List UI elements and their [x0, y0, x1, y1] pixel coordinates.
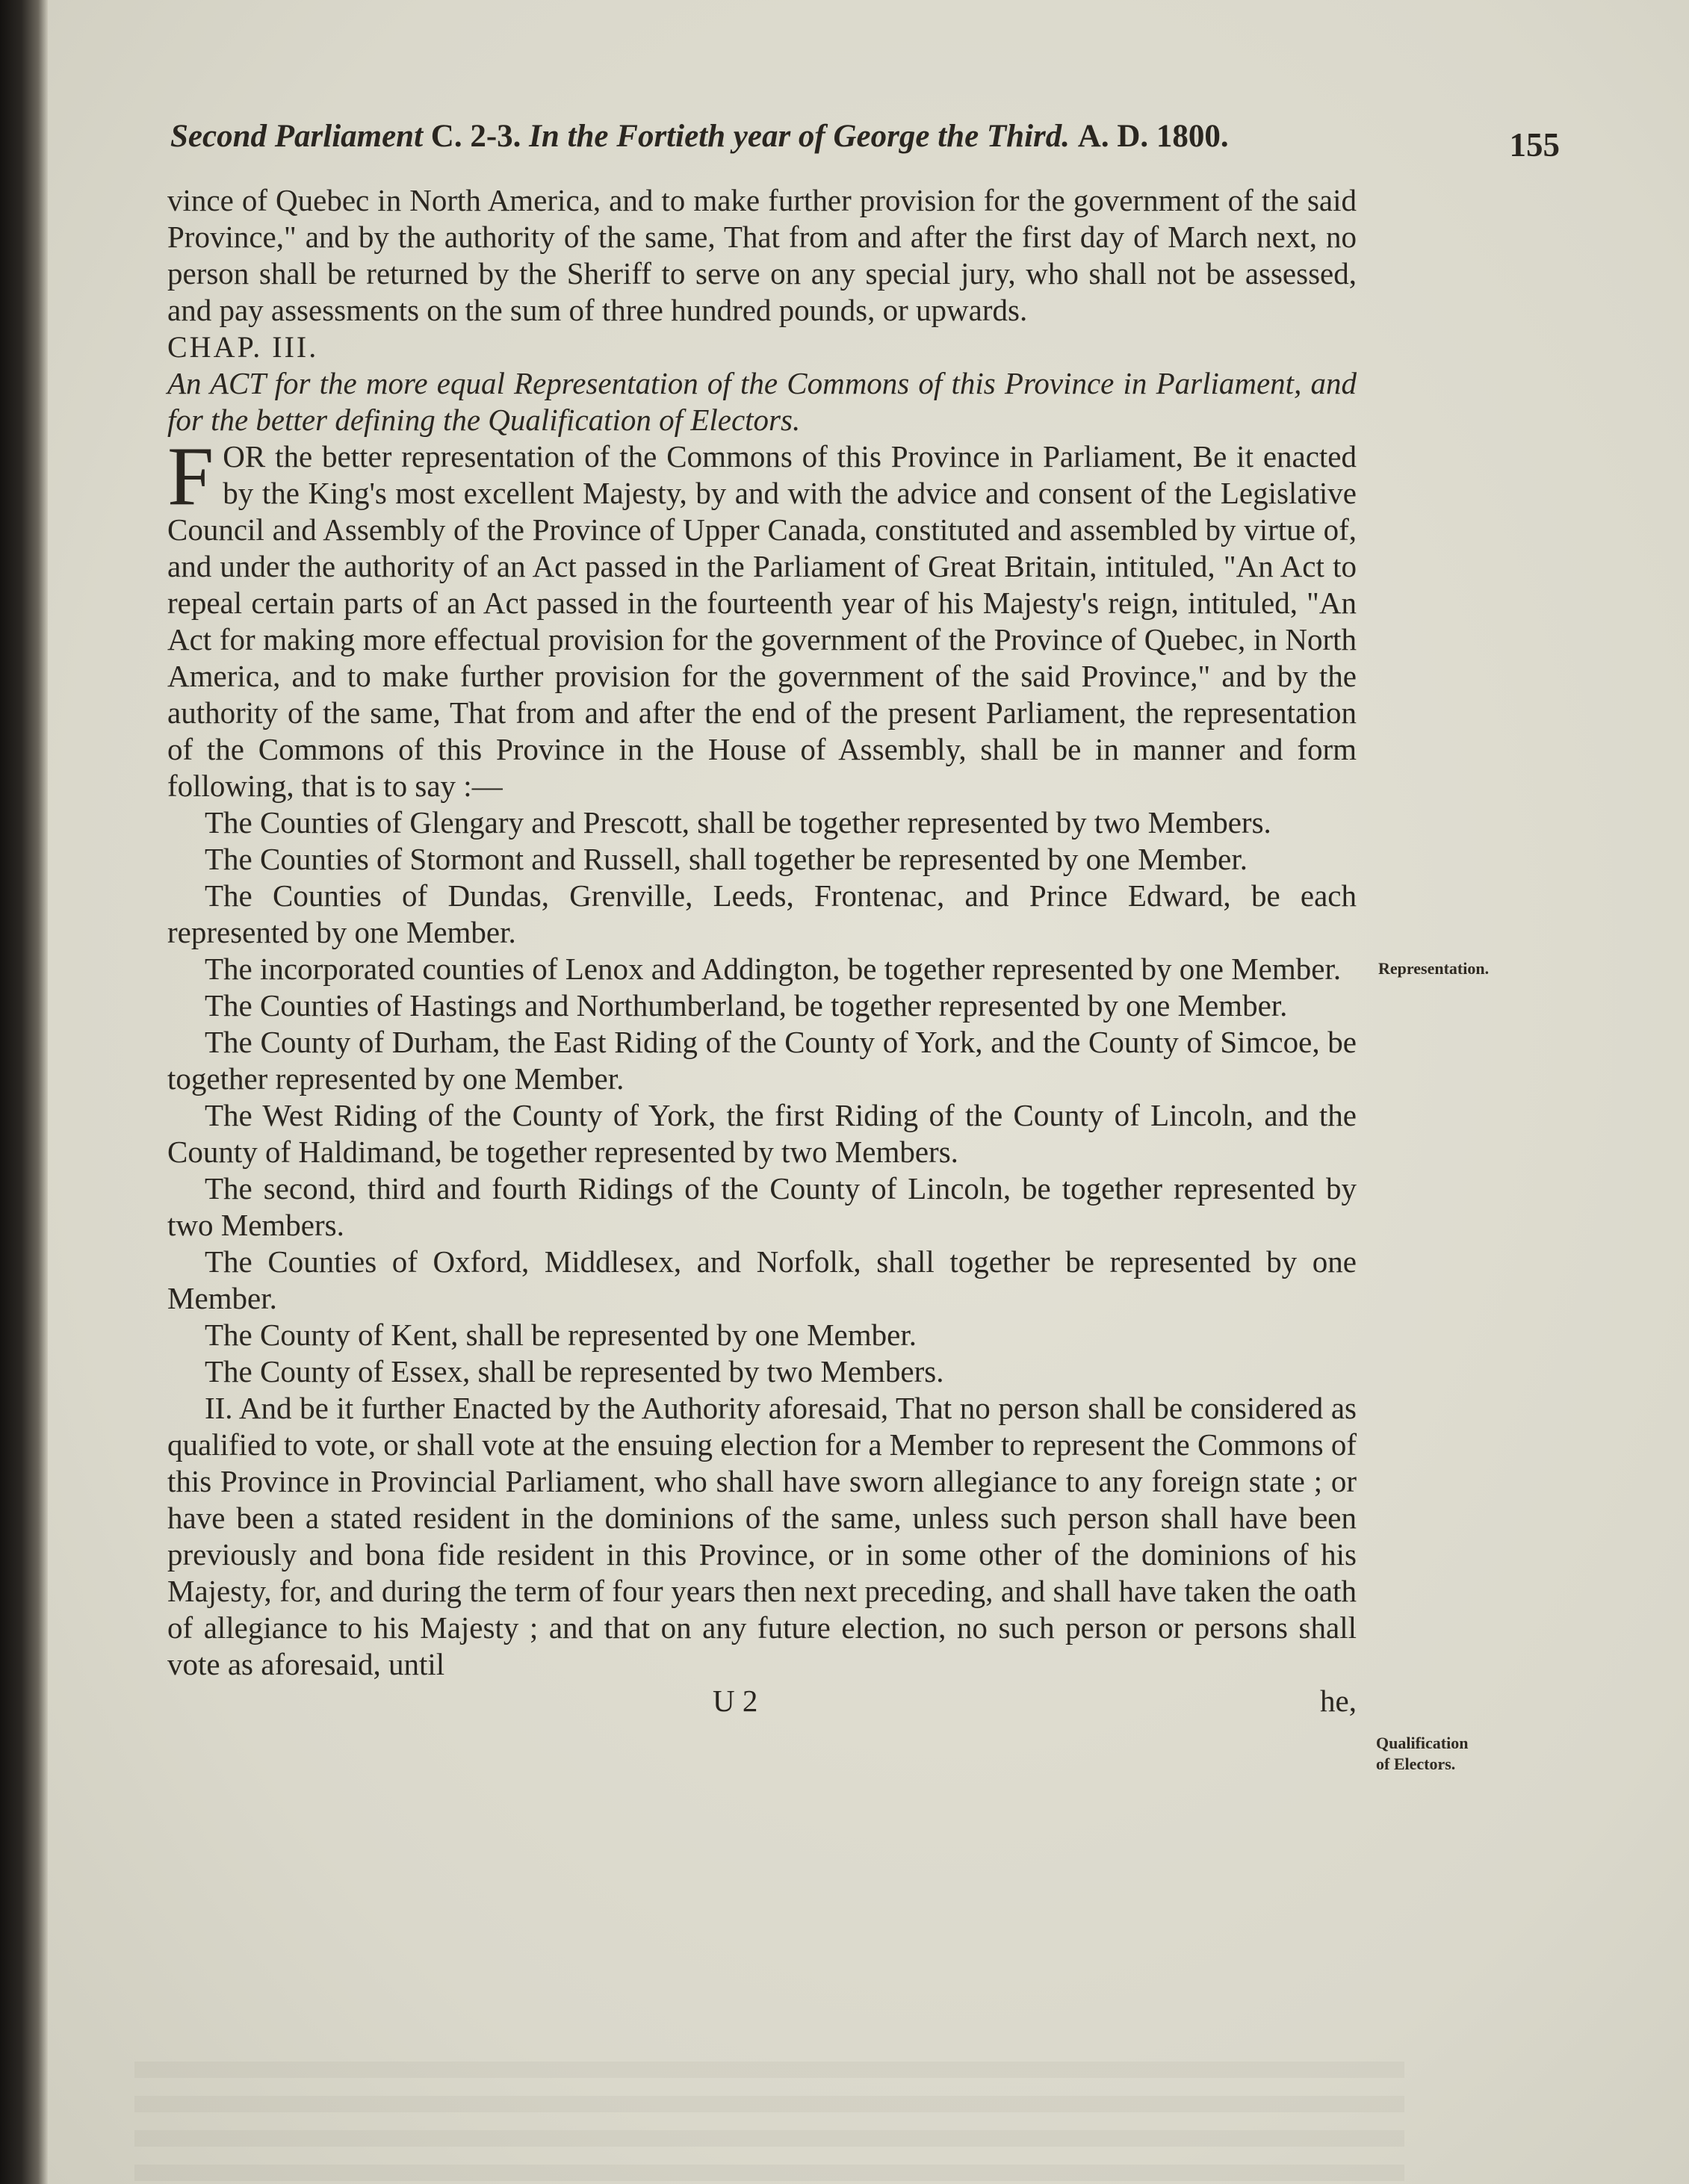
continuation-paragraph: vince of Quebec in North America, and to make further provision for the government of the said Province," and by the authority of the same, That from and after the first day of March next, no person shall be returned by the Sheriff to serve on any special jury, who shall not be assessed, and pay assessments on the sum of three hundred pounds, or upwards.	[167, 183, 1357, 327]
margin-note-qualification-line2: of Electors.	[1376, 1755, 1456, 1773]
county-clause: The second, third and fourth Ridings of the County of Lincoln, be together represented by two Members.	[167, 1171, 1357, 1242]
catchword: he,	[1320, 1684, 1357, 1718]
book-gutter	[0, 0, 48, 2184]
chapter-heading: CHAP. III.	[167, 330, 319, 364]
page-footer	[167, 1683, 1357, 1720]
preamble-paragraph: FOR the better representation of the Commons of this Province in Parliament, Be it enacted by the King's most excellent Majesty, by and with the advice and consent of the Legislative Council and Assembly of the Province of Upper Canada, constituted and assembled by virtue of, and under the authority of an Act passed in the Parliament of Great Britain, intituled, "An Act to repeal certain parts of an Act passed in the fourteenth year of his Majesty's reign, intituled, "An Act for making more effectual provision for the government of the Province of Quebec, in North America, and to make further provision for the government of the said Province," and by the authority of the same, That from and after the end of the present Parliament, the representation of the Commons of this Province in the House of Assembly, shall be in manner and form following, that is to say :—	[167, 430, 1357, 803]
margin-note-representation: Representation.	[1378, 959, 1490, 978]
county-clause: The County of Durham, the East Riding of the County of York, and the County of Simcoe, be together represented by one Member.	[167, 1025, 1357, 1096]
margin-note-qualification-line1: Qualification	[1376, 1734, 1469, 1752]
running-head-parliament: Second Parliament	[170, 119, 424, 154]
county-clause: The incorporated counties of Lenox and Addington, be together represented by one Member.	[205, 952, 1342, 986]
page-number: 155	[1509, 126, 1560, 164]
act-title: An ACT for the more equal Representation of the Commons of this Province in Parliament, and for the better defining the Qualification of Electors.	[167, 366, 1357, 437]
county-clause: The Counties of Dundas, Grenville, Leeds, Frontenac, and Prince Edward, be each represented by one Member.	[167, 878, 1357, 949]
county-clause: The Counties of Oxford, Middlesex, and Norfolk, shall together be represented by one Member.	[167, 1244, 1357, 1315]
running-header	[170, 112, 1560, 166]
county-clause: The Counties of Hastings and Northumberland, be together represented by one Member.	[205, 988, 1288, 1023]
margin-note-qualification	[1376, 1733, 1468, 1775]
running-head-title: In the Fortieth year of George the Third.	[529, 119, 1070, 154]
show-through-bleed	[134, 2062, 1404, 2181]
county-clause: The Counties of Stormont and Russell, shall together be represented by one Member.	[205, 842, 1248, 876]
county-clause: The Counties of Glengary and Prescott, shall be together represented by two Members.	[205, 805, 1271, 840]
running-head-year: A. D. 1800.	[1077, 119, 1229, 154]
signature-mark: U 2	[713, 1684, 758, 1718]
section-ii-paragraph: II. And be it further Enacted by the Authority aforesaid, That no person shall be considered as qualified to vote, or shall vote at the ensuing election for a Member to represent the Commons of this Province in Provincial Parliament, who shall have sworn allegiance to any foreign state ; or have been a stated resident in the dominions of the same, unless such person shall have been previously and bona fide resident in this Province, or in some other of the dominions of his Majesty, for, and during the term of four years then next preceding, and shall have taken the oath of allegiance to his Majesty ; and that on any future election, no such person or persons shall vote as aforesaid, until	[167, 1391, 1357, 1681]
county-clause: The County of Essex, shall be represented by two Members.	[205, 1354, 944, 1389]
running-head	[170, 118, 1229, 155]
county-clause: The County of Kent, shall be represented by one Member.	[205, 1318, 917, 1352]
county-clause: The West Riding of the County of York, the first Riding of the County of Lincoln, and the County of Haldimand, be together represented by two Members.	[167, 1098, 1357, 1169]
page-body	[167, 182, 1357, 1720]
running-head-chapter: C. 2-3.	[430, 119, 521, 154]
